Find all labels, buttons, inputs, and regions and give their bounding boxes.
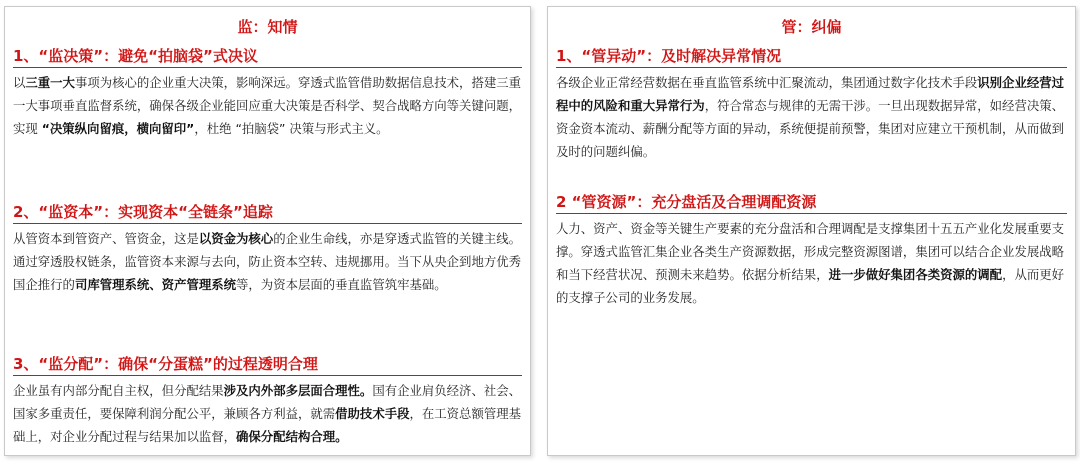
emphasis-text: 确保分配结构合理。	[236, 429, 348, 444]
body-text: 以	[13, 75, 26, 90]
section-body	[556, 217, 1069, 309]
section-heading: 2 “管资源”：充分盘活及合理调配资源	[556, 191, 1067, 214]
section-body	[556, 71, 1069, 163]
body-text: 人力、资产、资金等关键生产要素的充分盘活和合理调配是支撑集团十五五产业化发展重要支撑。穿透式监管汇集企业各类生产资源数据，形成完整资源图谱，集团可以结合企业发展战略和当下经营状况、预测未来趋势。依据分析结果，	[556, 221, 1065, 282]
body-text: 从管资本到管资产、管资金，这是	[13, 231, 199, 246]
emphasis-text: 涉及内外部多层面合理性。	[223, 383, 373, 398]
emphasis-text: “决策纵向留痕，横向留印”	[41, 121, 195, 136]
body-text: ，符合常态与规律的无需干涉。一旦出现数据异常，如经营决策、资金资本流动、薪酬分配等方面的异动，系统便提前预警，集团对应建立干预机制，从而做到及时的问题纠偏。	[556, 98, 1065, 159]
body-text: 事项为核心的企业重大决策，影响深远。穿透式监管借助数据信息技术，搭建三重一大事项垂直监督系统，确保各级企业能回应重大决策是否科学、契合战略方向等关键问题，实现	[13, 75, 522, 136]
emphasis-text: 三重一大	[25, 75, 75, 90]
emphasis-text: 进一步做好集团各类资源的调配	[828, 267, 1003, 282]
body-text: 国有企业肩负经济、社会、国家多重责任，要保障利润分配公平，兼顾各方利益，就需	[13, 383, 522, 421]
section-body	[13, 379, 524, 448]
right-panel	[547, 6, 1076, 456]
body-text: 各级企业正常经营数据在垂直监管系统中汇聚流动，集团通过数字化技术手段	[556, 75, 978, 90]
section-heading: 2、“监资本”：实现资本“全链条”追踪	[13, 201, 522, 224]
section-heading: 1、“监决策”：避免“拍脑袋”式决议	[13, 45, 522, 68]
section-body	[13, 227, 524, 296]
section-heading: 3、“监分配”：确保“分蛋糕”的过程透明合理	[13, 353, 522, 376]
panel-title: 管：纠偏	[781, 18, 842, 36]
section-heading: 1、“管异动”：及时解决异常情况	[556, 45, 1067, 68]
body-text: 的企业生命线，亦是穿透式监管的关键主线。通过穿透股权链条，监管资本来源与去向，防止资本空转、违规挪用。当下从央企到地方优秀国企推行的	[13, 231, 522, 292]
body-text: ，在工资总额管理基础上，对企业分配过程与结果加以监督，	[13, 406, 522, 444]
emphasis-text: 司库管理系统、资产管理系统	[74, 277, 237, 292]
emphasis-text: 借助技术手段	[335, 406, 410, 421]
emphasis-text: 识别企业经营过程中的风险和重大异常行为	[556, 75, 1065, 113]
panel-title: 监：知情	[237, 18, 298, 36]
emphasis-text: 以资金为核心	[198, 231, 274, 246]
body-text: 等，为资本层面的垂直监管筑牢基础。	[236, 277, 447, 292]
section-body	[13, 71, 524, 140]
body-text: 企业虽有内部分配自主权，但分配结果	[13, 383, 224, 398]
body-text: ，从而更好的支撑子公司的业务发展。	[556, 267, 1065, 305]
body-text: ，杜绝 “拍脑袋” 决策与形式主义。	[194, 121, 389, 136]
left-panel	[4, 6, 531, 456]
